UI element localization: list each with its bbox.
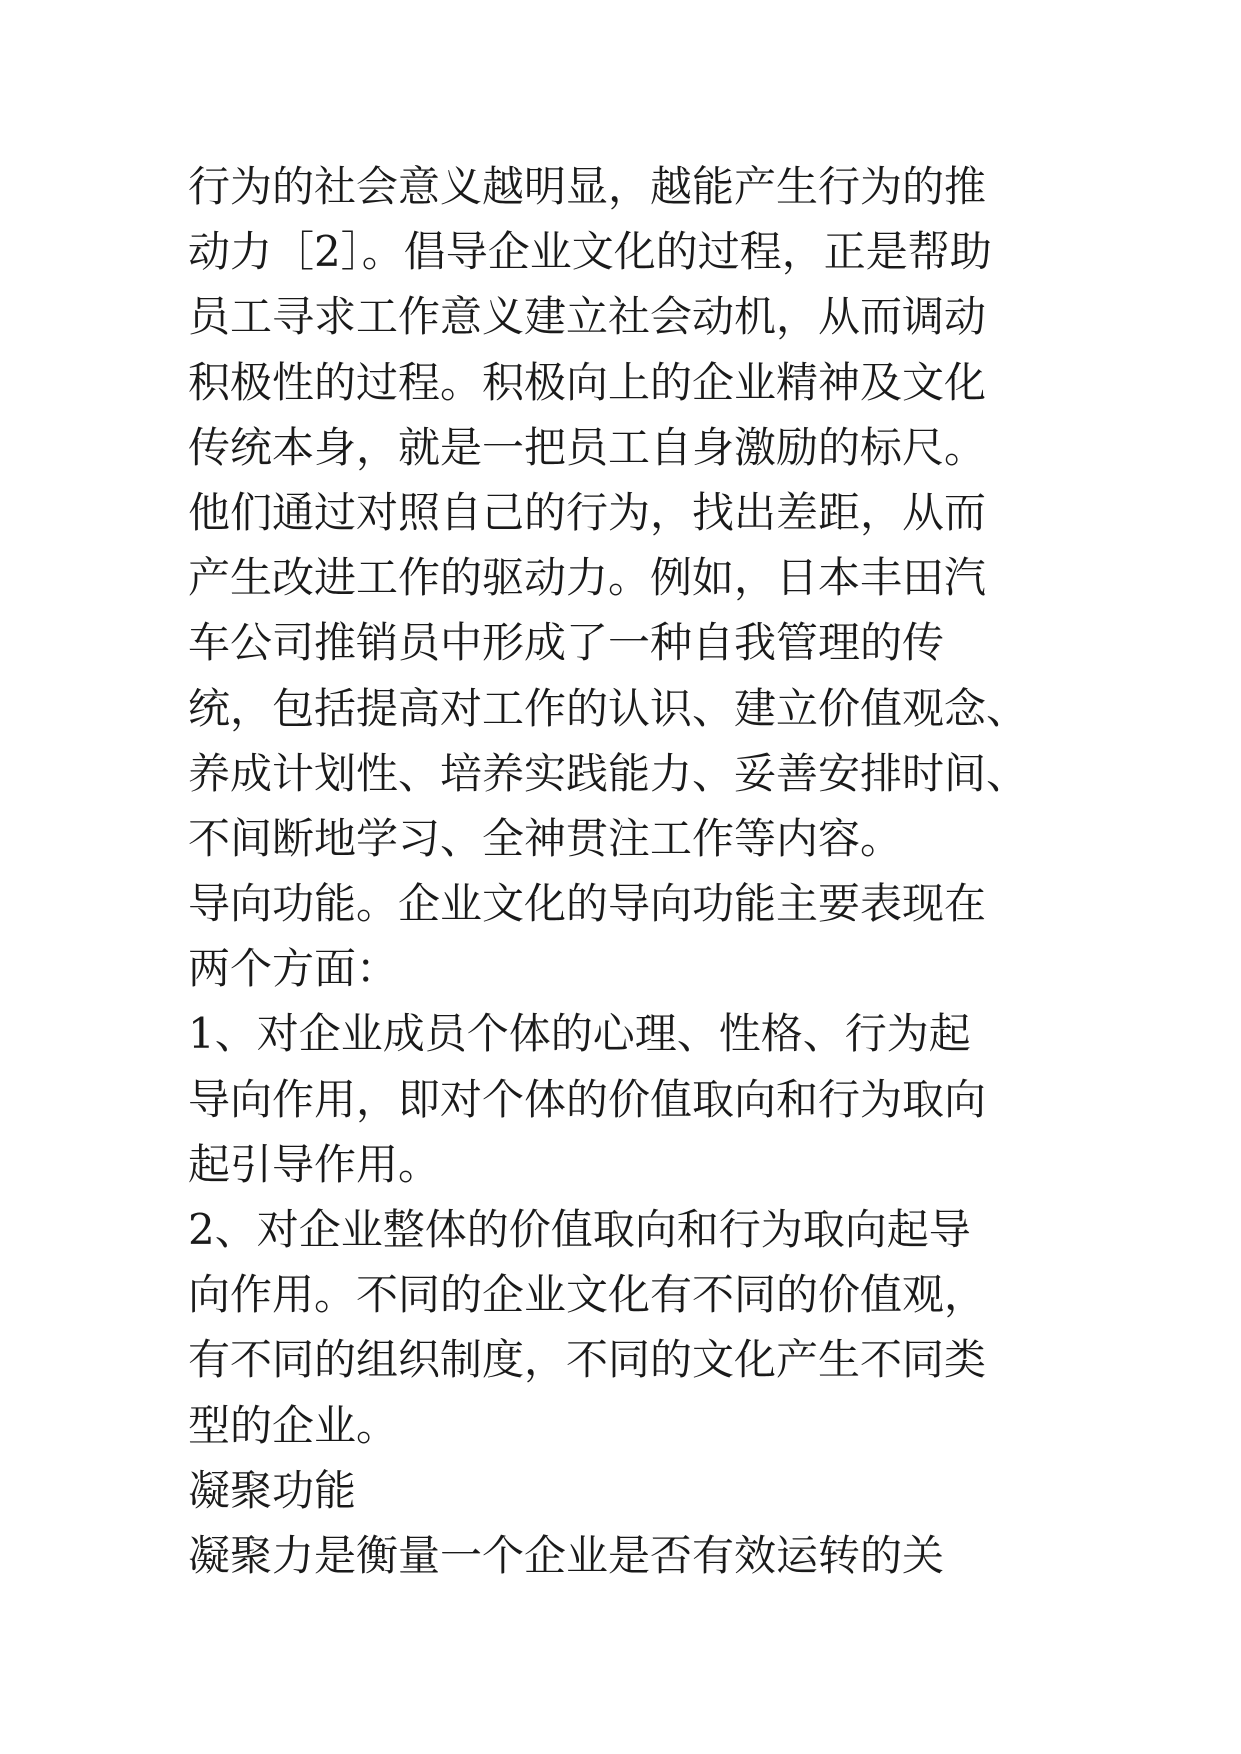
text-line: 行为的社会意义越明显，越能产生行为的推	[188, 162, 987, 211]
text-line: 向作用。不同的企业文化有不同的价值观，	[188, 1270, 987, 1320]
text-line: 动力［2］。倡导企业文化的过程，正是帮助	[188, 227, 992, 277]
text-line: 车公司推销员中形成了一种自我管理的传	[188, 618, 945, 668]
text-line: 他们通过对照自己的行为，找出差距，从而	[188, 487, 987, 537]
text-line: 不间断地学习、全神贯注工作等内容。	[188, 813, 903, 863]
text-line: 凝聚力是衡量一个企业是否有效运转的关	[188, 1530, 945, 1580]
text-line: 导向作用，即对个体的价值取向和行为取向	[188, 1074, 987, 1124]
list-item-2: 2、对企业整体的价值取向和行为取向起导	[188, 1205, 971, 1254]
text-line: 养成计划性、培养实践能力、妥善安排时间、	[188, 748, 1029, 798]
text-line: 有不同的组织制度，不同的文化产生不同类	[188, 1335, 987, 1385]
text-line: 两个方面：	[188, 944, 399, 994]
section-heading-guidance: 导向功能。企业文化的导向功能主要表现在	[188, 879, 987, 929]
text-line: 产生改进工作的驱动力。例如，日本丰田汽	[188, 553, 987, 603]
text-line: 统，包括提高对工作的认识、建立价值观念、	[188, 683, 1029, 733]
text-line: 传统本身，就是一把员工自身激励的标尺。	[188, 422, 987, 472]
text-line: 型的企业。	[188, 1400, 399, 1450]
body-text	[188, 154, 1088, 1588]
section-heading-cohesion: 凝聚功能	[188, 1465, 357, 1515]
text-line: 积极性的过程。积极向上的企业精神及文化	[188, 357, 987, 407]
text-line: 起引导作用。	[188, 1139, 441, 1189]
list-item-1: 1、对企业成员个体的心理、性格、行为起	[188, 1009, 971, 1059]
text-line: 员工寻求工作意义建立社会动机，从而调动	[188, 292, 987, 342]
